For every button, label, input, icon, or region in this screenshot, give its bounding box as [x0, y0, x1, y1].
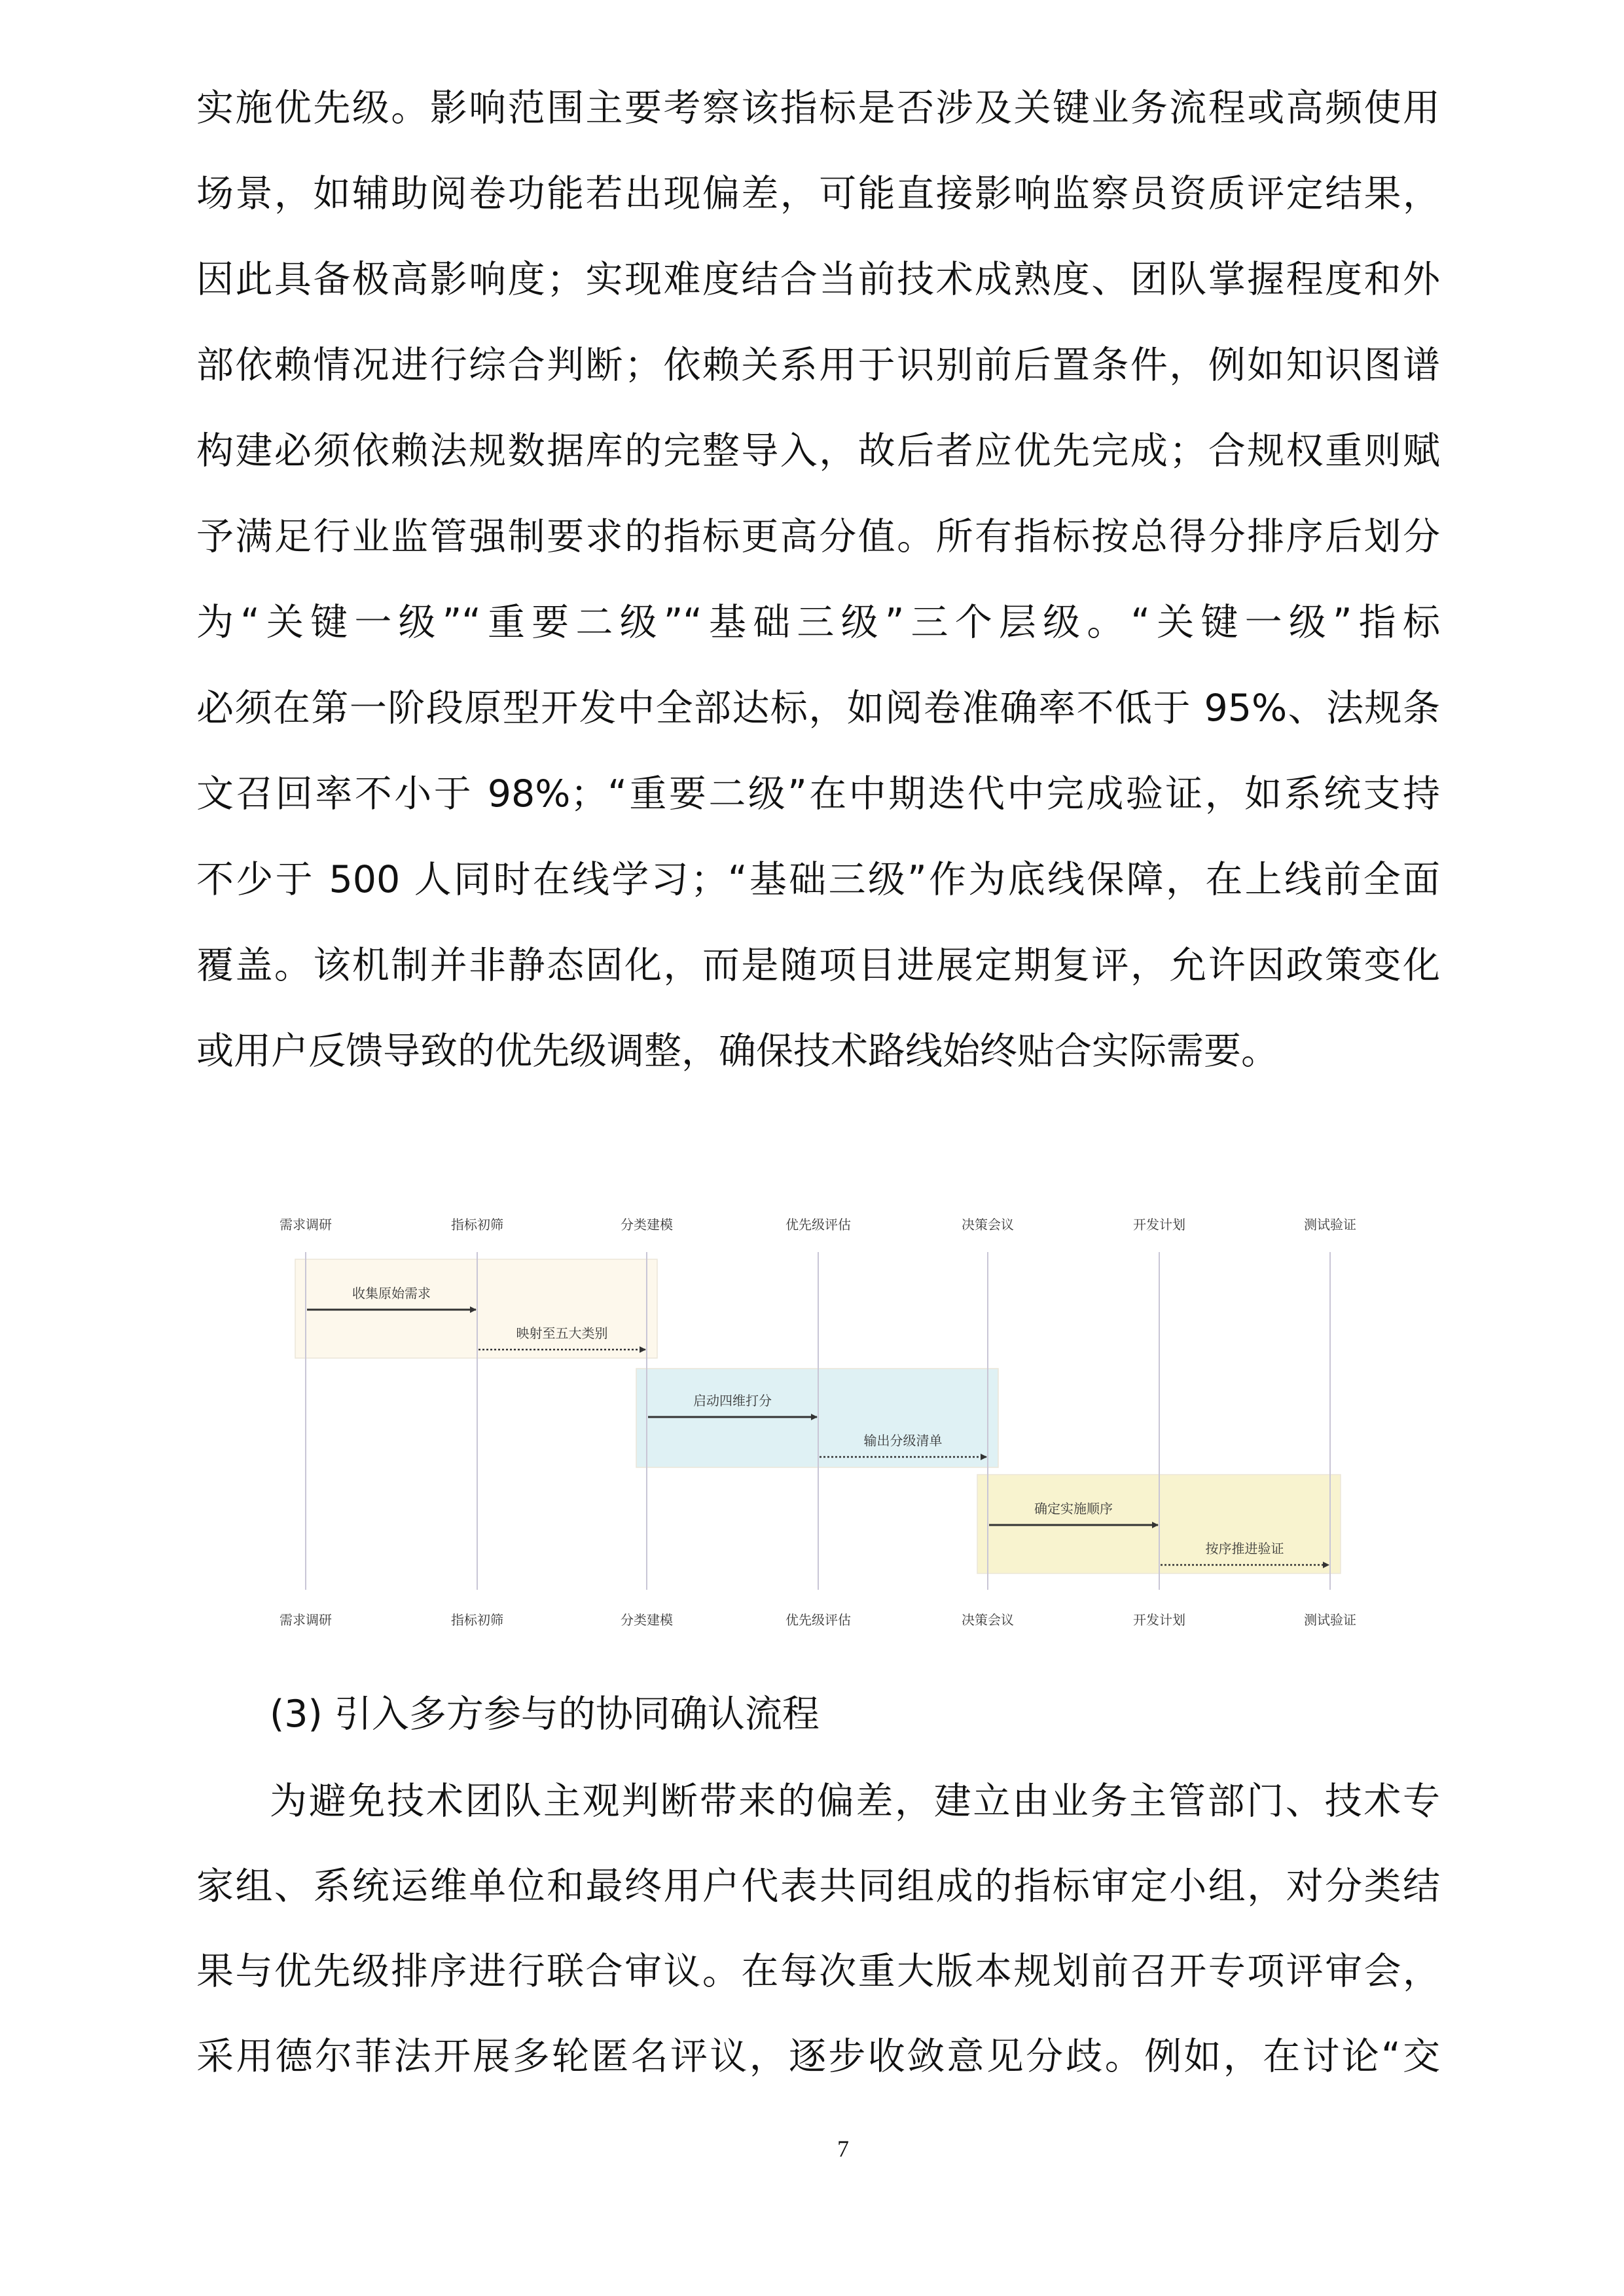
section-heading: (3) 引入多方参与的协同确认流程	[270, 1693, 820, 1736]
participant-label-top: 需求调研	[280, 1217, 332, 1232]
text-line: 部依赖情况进行综合判断；依赖关系用于识别前后置条件，例如知识图谱	[196, 344, 1440, 387]
message-label: 收集原始需求	[352, 1285, 431, 1301]
text-line: 家组、系统运维单位和最终用户代表共同组成的指标审定小组，对分类结	[196, 1865, 1440, 1908]
text-line: 予满足行业监管强制要求的指标更高分值。所有指标按总得分排序后划分	[196, 515, 1440, 558]
participant-label-bottom: 开发计划	[1133, 1612, 1185, 1628]
text-line: 为“关键一级”“重要二级”“基础三级”三个层级。“关键一级”指标	[196, 601, 1440, 644]
text-line: 不少于 500 人同时在线学习；“基础三级”作为底线保障，在上线前全面	[196, 858, 1440, 901]
participant-label-bottom: 决策会议	[962, 1612, 1014, 1628]
participant-label-bottom: 优先级评估	[785, 1612, 851, 1628]
text-line: 构建必须依赖法规数据库的完整导入，故后者应优先完成；合规权重则赋	[196, 429, 1440, 473]
text-line: 或用户反馈导致的优先级调整，确保技术路线始终贴合实际需要。	[196, 1030, 1278, 1073]
text-line: 因此具备极高影响度；实现难度结合当前技术成熟度、团队掌握程度和外	[196, 258, 1440, 301]
text-line: 采用德尔菲法开展多轮匿名评议，逐步收敛意见分歧。例如，在讨论“交	[196, 2035, 1440, 2078]
participant-label-top: 决策会议	[962, 1217, 1014, 1232]
participant-label-top: 优先级评估	[785, 1217, 851, 1232]
text-line: 为避免技术团队主观判断带来的偏差，建立由业务主管部门、技术专	[270, 1780, 1440, 1823]
text-line: 必须在第一阶段原型开发中全部达标，如阅卷准确率不低于 95%、法规条	[196, 687, 1440, 730]
message-label: 确定实施顺序	[1034, 1501, 1113, 1516]
participant-label-top: 测试验证	[1304, 1217, 1356, 1232]
message-label: 输出分级清单	[863, 1433, 943, 1448]
text-line: 果与优先级排序进行联合审议。在每次重大版本规划前召开专项评审会，	[196, 1950, 1440, 1993]
participant-label-top: 开发计划	[1133, 1217, 1185, 1232]
participant-label-bottom: 分类建模	[621, 1612, 673, 1628]
participant-label-bottom: 测试验证	[1304, 1612, 1356, 1628]
participant-label-bottom: 需求调研	[280, 1612, 332, 1628]
message-label: 启动四维打分	[693, 1393, 772, 1408]
text-line: 文召回率不小于 98%；“重要二级”在中期迭代中完成验证，如系统支持	[196, 772, 1440, 816]
participant-label-bottom: 指标初筛	[451, 1612, 503, 1628]
text-line: 场景，如辅助阅卷功能若出现偏差，可能直接影响监察员资质评定结果，	[196, 172, 1440, 215]
text-line: 覆盖。该机制并非静态固化，而是随项目进展定期复评，允许因政策变化	[196, 944, 1440, 987]
message-label: 按序推进验证	[1205, 1541, 1284, 1556]
text-line: 实施优先级。影响范围主要考察该指标是否涉及关键业务流程或高频使用	[196, 86, 1440, 130]
participant-label-top: 分类建模	[621, 1217, 673, 1232]
message-label: 映射至五大类别	[516, 1325, 608, 1341]
page-number: 7	[837, 2136, 849, 2162]
participant-label-top: 指标初筛	[451, 1217, 503, 1232]
